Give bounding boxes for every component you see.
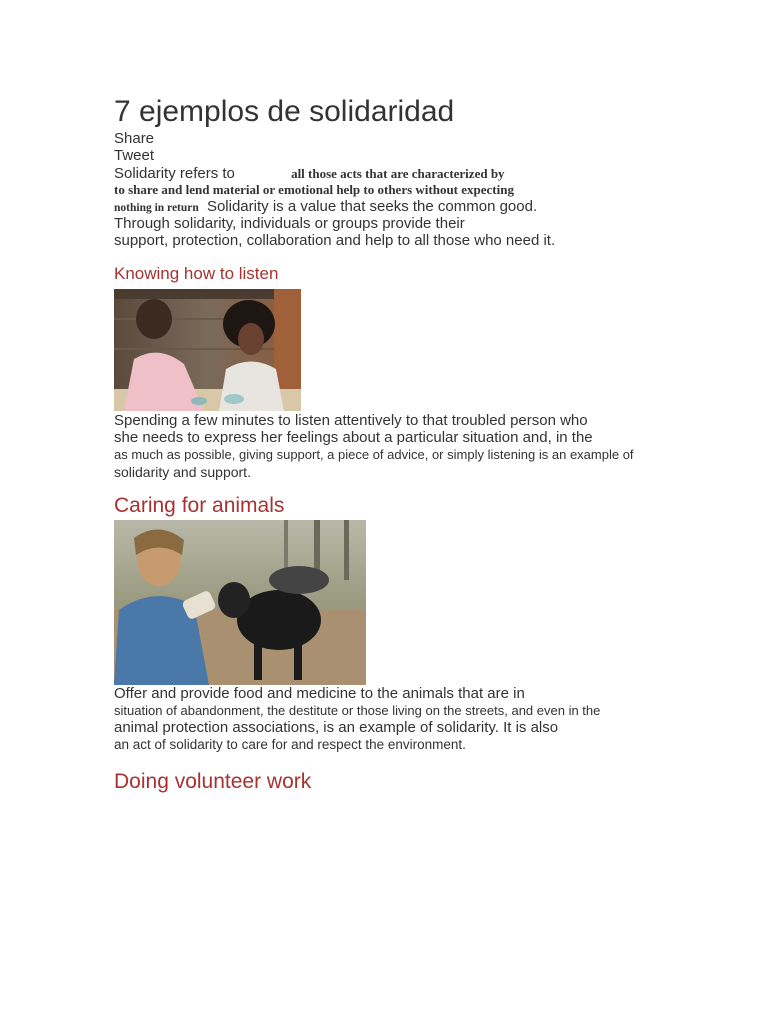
- page-title: 7 ejemplos de solidaridad: [114, 95, 455, 128]
- article: [114, 92, 654, 795]
- animals-line-2: situation of abandonment, the destitute or those living on the streets, and even in the: [114, 703, 601, 718]
- listen-line-2: she needs to express her feelings about a particular situation and, in the: [114, 429, 593, 446]
- animals-line-3: animal protection associations, is an example of solidarity. It is also: [114, 719, 559, 736]
- section-heading-animals: Caring for animals: [114, 494, 285, 517]
- animals-line-1: Offer and provide food and medicine to the animals that are in: [114, 685, 525, 702]
- listen-line-4: solidarity and support.: [114, 464, 251, 480]
- listen-line-1: Spending a few minutes to listen attentively to that troubled person who: [114, 412, 588, 429]
- intro-bold-2: to share and lend material or emotional help to others without expecting: [114, 182, 514, 197]
- tweet-link[interactable]: Tweet: [114, 147, 155, 164]
- section-heading-volunteer: Doing volunteer work: [114, 770, 312, 793]
- intro-bold-3: nothing in return: [114, 202, 199, 214]
- intro-line-5: support, protection, collaboration and help to all those who need it.: [114, 232, 556, 249]
- animals-photo: [114, 520, 366, 685]
- listening-photo: [114, 289, 301, 411]
- intro-lead: Solidarity refers to: [114, 165, 235, 182]
- share-link[interactable]: Share: [114, 130, 155, 147]
- section-heading-listen: Knowing how to listen: [114, 264, 279, 283]
- listen-line-3: as much as possible, giving support, a piece of advice, or simply listening is an example of: [114, 447, 634, 462]
- intro-line-4: Through solidarity, individuals or groups provide their: [114, 215, 465, 232]
- animals-paragraph: [114, 685, 654, 753]
- animals-line-4: an act of solidarity to care for and respect the environment.: [114, 737, 466, 752]
- intro-bold-1: all those acts that are characterized by: [291, 166, 505, 181]
- intro-line-3: Solidarity is a value that seeks the common good.: [206, 198, 538, 215]
- listen-paragraph: [114, 412, 654, 481]
- intro-paragraph: [114, 165, 654, 249]
